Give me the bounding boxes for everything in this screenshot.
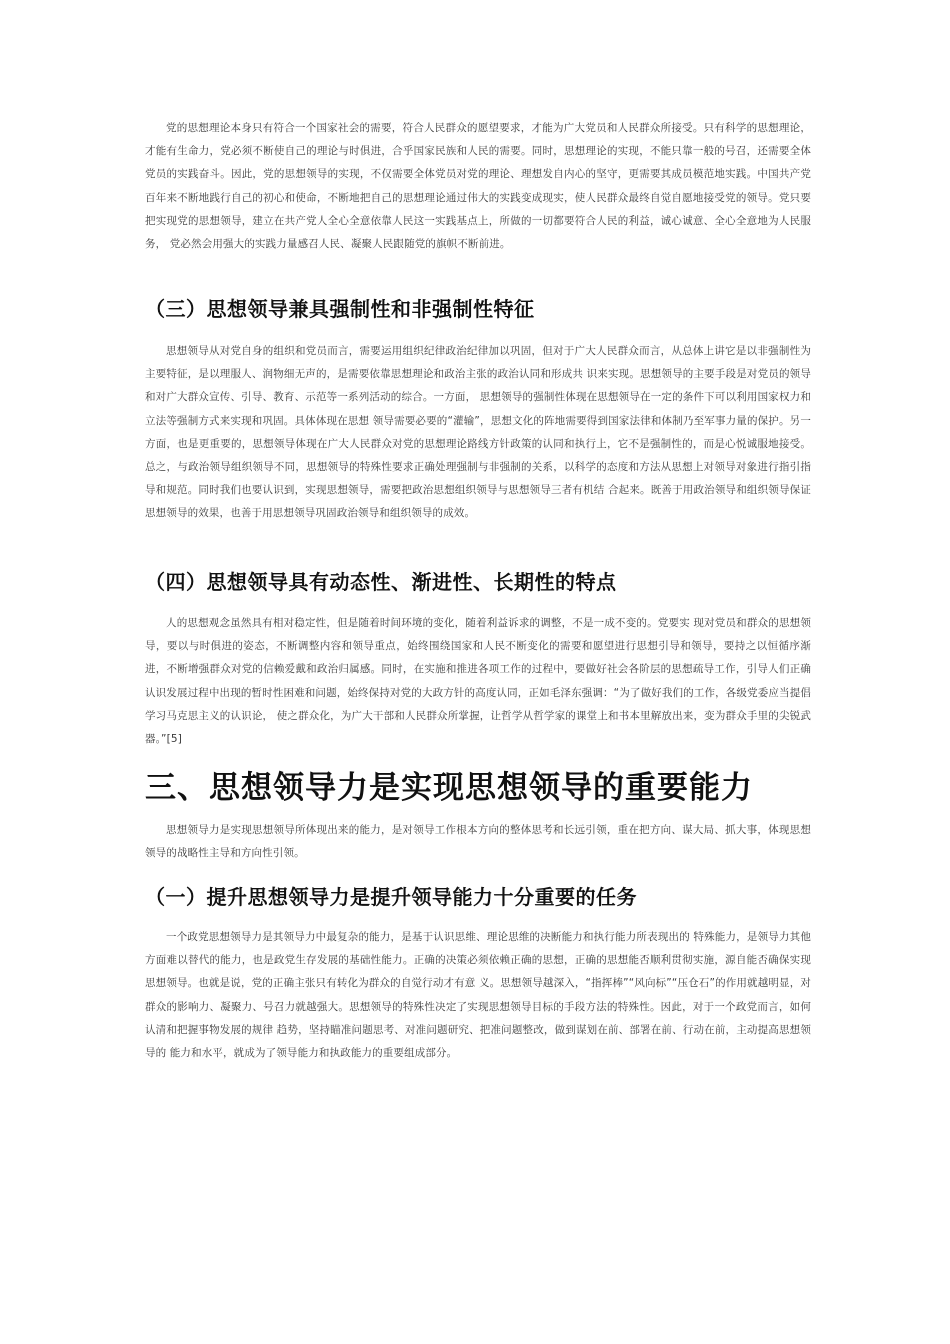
paragraph-leadership-task: 一个政党思想领导力是其领导力中最复杂的能力，是基于认识思维、理论思维的决断能力和执行能力所表现出的 特殊能力，是领导力其他方面难以替代的能力，也是政党生存发展的基础性能力。正确的决策必须依赖正确的思想，正确的思想能否顺利贯彻实施，源自能否确保实现思想领导。也就是说，党的正确主张只有转化为群众的自觉行动才有意 义。思想领导越深入，“指挥棒”“风向标”“压仓石”的作用就越明显，对群众的影响力、凝聚力、号召力就越强大。思想领导的特殊性决定了实现思想领导目标的手段方法的特殊性。因此，对于一个政党而言，如何认清和把握事物发展的规律 趋势，坚持瞄准问题思考、对准问题研究、把准问题整改，做到谋划在前、部署在前、行动在前，主动提高思想领导的 能力和水平，就成为了领导能力和执政能力的重要组成部分。 (145, 931, 811, 1060)
heading-subsection-1: （一）提升思想领导力是提升领导能力十分重要的任务 (145, 885, 637, 909)
paragraph-coercive-features: 思想领导从对党自身的组织和党员而言，需要运用组织纪律政治纪律加以巩固，但对于广大人民群众而言，从总体上讲它是以非强制性为主要特征，是以理服人、润物细无声的，是需要依靠思想理论和政治主张的政治认同和形成共 识来实现。思想领导的主要手段是对党员的领导和对广大群众宣传、引导、教育、示范等一系列活动的综合。一方面， 思想领导的强制性体现在思想领导在一定的条件下可以利用国家权力和立法等强制方式来实现和巩固。具体体现在思想 领导需要必要的“灌输”，思想文化的阵地需要得到国家法律和体制乃至军事力量的保护。另一方面，也是更重要的，思想领导体现在广大人民群众对党的思想理论路线方针政策的认同和执行上，它不是强制性的，而是心悦诚服地接受。总之，与政治领导组织领导不同，思想领导的特殊性要求正确处理强制与非强制的关系，以科学的态度和方法从思想上对领导对象进行指引指导和规范。同时我们也要认识到，实现思想领导，需要把政治思想组织领导与思想领导三者有机结 合起来。既善于用政治领导和组织领导保证思想领导的效果，也善于用思想领导巩固政治领导和组织领导的成效。 (145, 345, 811, 520)
heading-chapter-3: 三、思想领导力是实现思想领导的重要能力 (145, 770, 753, 806)
heading-section-4: （四）思想领导具有动态性、渐进性、长期性的特点 (145, 570, 617, 594)
paragraph-leadership-capability: 思想领导力是实现思想领导所体现出来的能力，是对领导工作根本方向的整体思考和长远引领，重在把方向、谋大局、抓大事，体现思想领导的战略性主导和方向性引领。 (145, 824, 811, 860)
paragraph-party-theory: 党的思想理论本身只有符合一个国家社会的需要，符合人民群众的愿望要求，才能为广大党员和人民群众所接受。只有科学的思想理论，才能有生命力，党必须不断使自己的理论与时俱进，合乎国家民族和人民的需要。同时，思想理论的实现，不能只靠一般的号召，还需要全体党员的实践奋斗。因此，党的思想领导的实现，不仅需要全体党员对党的理论、理想发自内心的坚守，更需要其成员模范地实践。中国共产党百年来不断地践行自己的初心和使命，不断地把自己的思想理论通过伟大的实践变成现实，使人民群众最终自觉自愿地接受党的领导。党只要把实现党的思想领导，建立在共产党人全心全意依靠人民这一实践基点上，所做的一切都要符合人民的利益，诚心诚意、全心全意地为人民服务， 党必然会用强大的实践力量感召人民、凝聚人民跟随党的旗帜不断前进。 (145, 122, 811, 251)
paragraph-dynamic-features: 人的思想观念虽然具有相对稳定性，但是随着时间环境的变化，随着利益诉求的调整，不是一成不变的。党要实 现对党员和群众的思想领导，要以与时俱进的姿态，不断调整内容和领导重点，始终围绕国家和人民不断变化的需要和愿望进行思想引导和领导，要持之以恒循序渐进，不断增强群众对党的信赖爱戴和政治归属感。同时，在实施和推进各项工作的过程中，要做好社会各阶层的思想疏导工作，引导人们正确认识发展过程中出现的暂时性困难和问题，始终保持对党的大政方针的高度认同，正如毛泽东强调：“为了做好我们的工作，各级党委应当提倡学习马克思主义的认识论， 使之群众化，为广大干部和人民群众所掌握，让哲学从哲学家的课堂上和书本里解放出来，变为群众手里的尖锐武器。”[5] (145, 617, 811, 746)
heading-section-3: （三）思想领导兼具强制性和非强制性特征 (145, 297, 535, 321)
